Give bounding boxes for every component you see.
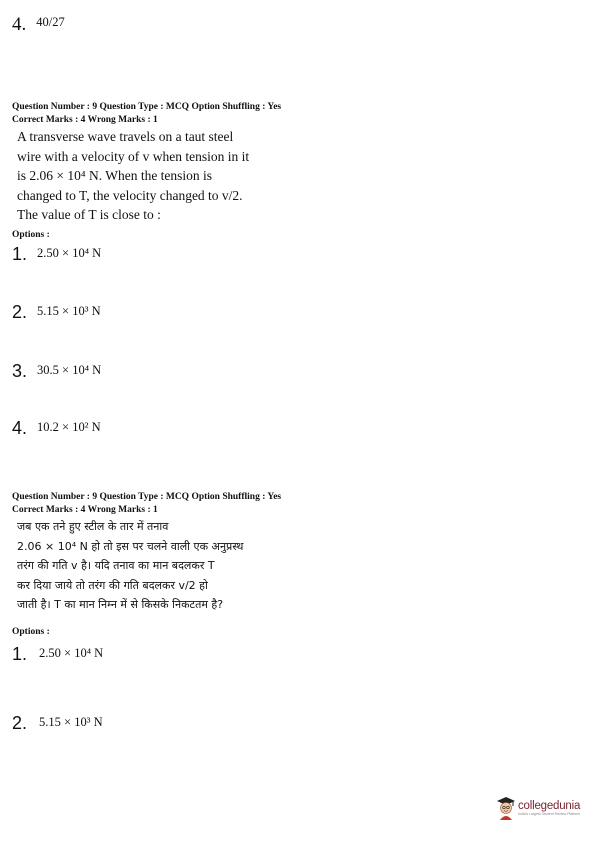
option-value: 2.50 × 10⁴ N: [39, 646, 104, 660]
question-meta-hi: [12, 491, 281, 517]
question-text-hi: [17, 517, 243, 615]
option-en-1[interactable]: [12, 244, 101, 265]
question-line: जाती है। T का मान निम्न में से किसके निकटतम है?: [17, 598, 224, 611]
option-value: 2.50 × 10⁴ N: [37, 246, 102, 260]
question-line: The value of T is close to :: [17, 207, 161, 222]
question-line: तरंग की गति v है। यदि तनाव का मान बदलकर T: [17, 559, 215, 572]
option-hi-2[interactable]: [12, 713, 103, 734]
question-line: wire with a velocity of v when tension in it: [17, 148, 250, 164]
student-mascot-icon: [496, 796, 516, 820]
question-meta-en: [12, 101, 281, 127]
option-number: 2.: [12, 302, 28, 322]
question-line: कर दिया जाये तो तरंग की गति बदलकर v/2 हो: [17, 578, 208, 592]
option-number: 4.: [12, 14, 27, 35]
marks-meta-line: Correct Marks : 4 Wrong Marks : 1: [12, 115, 158, 125]
option-value: 5.15 × 10³ N: [37, 304, 101, 318]
question-line: जब एक तने हुए स्टील के तार में तनाव: [17, 520, 169, 533]
question-meta-line: Question Number : 9 Question Type : MCQ Option Shuffling : Yes: [12, 492, 282, 502]
option-en-2[interactable]: [12, 302, 101, 323]
option-value: 30.5 × 10⁴ N: [37, 363, 102, 377]
collegedunia-logo: [496, 796, 580, 820]
option-number: 1.: [12, 644, 28, 664]
option-value: 10.2 × 10² N: [37, 420, 101, 434]
prev-option: [12, 14, 65, 36]
marks-meta-line: Correct Marks : 4 Wrong Marks : 1: [12, 505, 158, 515]
option-en-3[interactable]: [12, 361, 101, 382]
brand-name: collegedunia: [518, 800, 581, 812]
question-text-en: [17, 127, 249, 225]
question-meta-line: Question Number : 9 Question Type : MCQ Option Shuffling : Yes: [12, 102, 282, 112]
option-en-4[interactable]: [12, 418, 101, 439]
question-line: changed to T, the velocity changed to v/2.: [17, 187, 243, 203]
question-line: 2.06 × 10⁴ N हो तो इस पर चलने वाली एक अनुप्रस्थ: [17, 539, 244, 553]
option-number: 2.: [12, 713, 28, 733]
option-value: 5.15 × 10³ N: [39, 715, 103, 729]
question-line: is 2.06 × 10⁴ N. When the tension is: [17, 168, 213, 183]
options-label-hi: Options :: [12, 627, 50, 637]
option-number: 4.: [12, 418, 28, 438]
question-line: A transverse wave travels on a taut steel: [17, 129, 234, 144]
brand-tagline: India's Largest Student Review Platform: [518, 812, 581, 816]
option-number: 3.: [12, 361, 28, 381]
option-value: 40/27: [36, 15, 65, 29]
option-number: 1.: [12, 244, 28, 264]
options-label-en: Options :: [12, 230, 50, 240]
option-hi-1[interactable]: [12, 644, 103, 665]
